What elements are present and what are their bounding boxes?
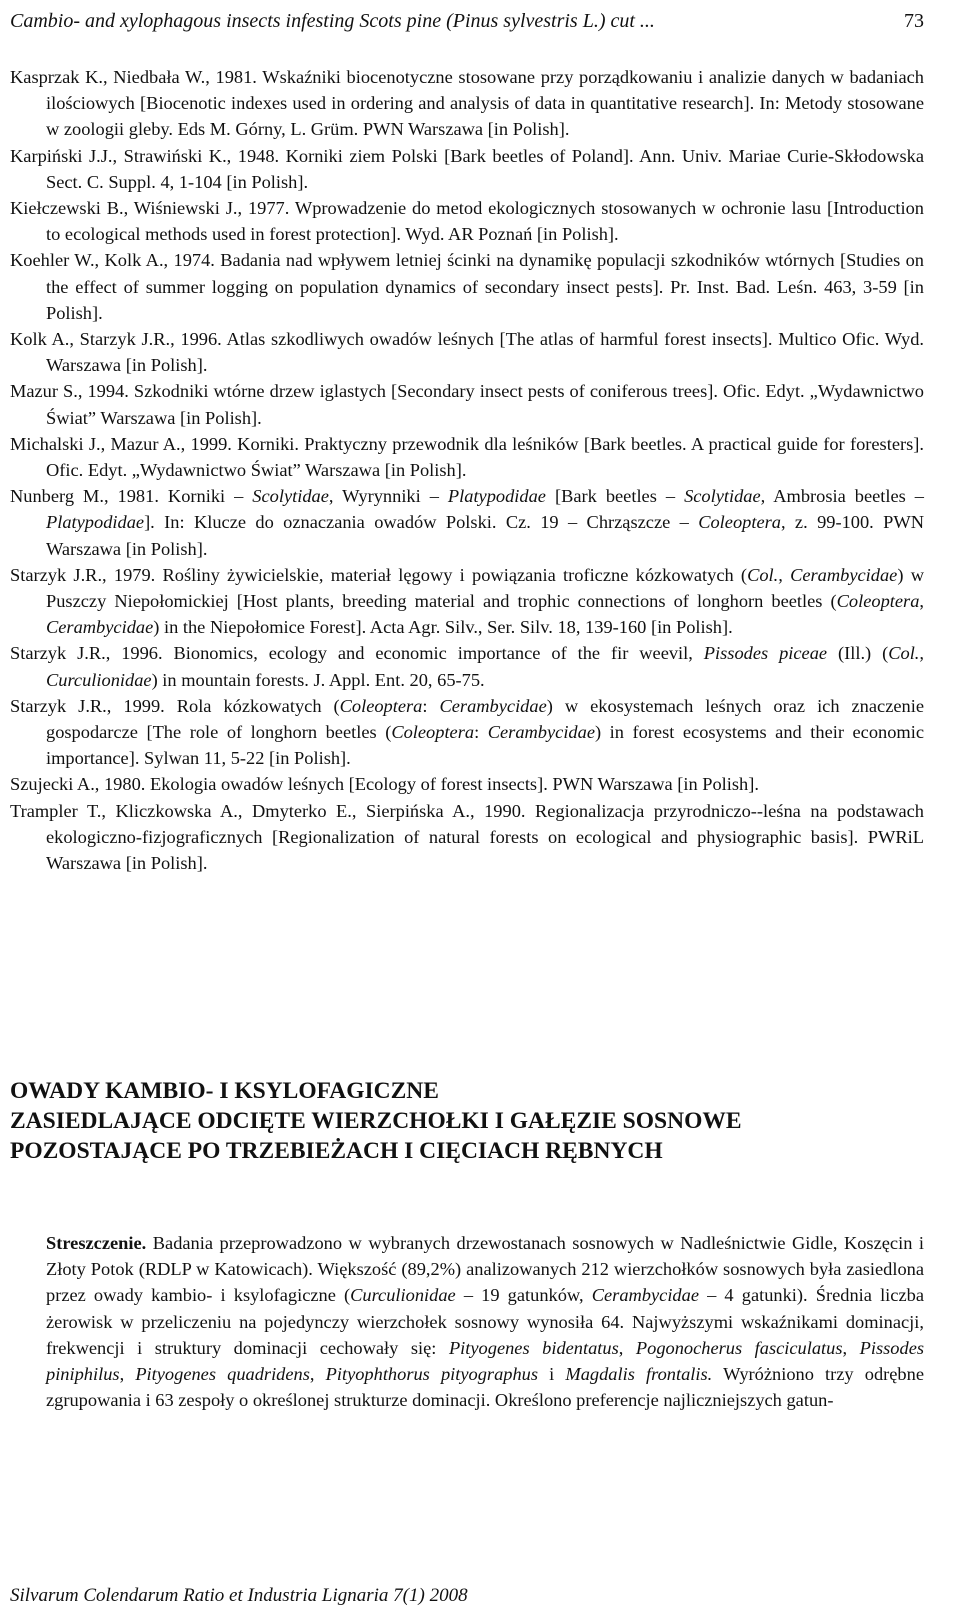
reference-entry [10,326,924,378]
reference-entry [10,247,924,326]
text-run: , z. 99-100. PWN Warszawa [in Polish]. [46,512,925,559]
italic-term: Pityophthorus pityographus [325,1364,539,1385]
text-run: Kiełczewski B., Wiśniewski J., 1977. Wprowadzenie do metod ekologicznych stosowanych w ochronie lasu [Introduction to ecological methods used in forest protection]. Wyd. AR Poznań [in Polish]. [10,198,924,245]
text-run: Kolk A., Starzyk J.R., 1996. Atlas szkodliwych owadów leśnych [The atlas of harmful forest insects]. Multico Ofic. Wyd. Warszawa [in Polish]. [10,329,924,376]
text-run: ) w ekosystemach leśnych oraz ich znaczenie gospodarcze [The role of longhorn beetles ( [46,695,924,743]
text-run: ) in mountain forests. J. Appl. Ent. 20, 65-75. [151,669,485,690]
italic-term: Pissodes piniphilus [46,1337,925,1385]
text-run: – 19 gatunków, [455,1285,592,1306]
italic-term: Cerambycidae [591,1285,699,1306]
italic-term: Pogonocherus fasciculatus [635,1337,843,1358]
text-run: ) w Puszczy Niepołomickiej [Host plants, breeding material and trophic connections of longhorn beetles ( [46,564,924,612]
text-run: ) in forest ecosystems and their economic importance]. Sylwan 11, 5-22 [in Polish]. [46,722,924,769]
text-run: Trampler T., Kliczkowska A., Dmyterko E., Sierpińska A., 1990. Regionalizacja przyrodniczo--leśna na podstawach ekologiczno-fizjograficznych [Regionalization of natural forests on ecological and physiographic basis]. PWRiL Warszawa [in Polish]. [10,800,924,874]
title-line-3: POZOSTAJĄCE PO TRZEBIEŻACH I CIĘCIACH RĘBNYCH [10,1138,663,1164]
title-line-1: OWADY KAMBIO- I KSYLOFAGICZNE [10,1078,439,1104]
italic-term: Coleoptera [836,591,920,612]
text-run: Mazur S., 1994. Szkodniki wtórne drzew iglastych [Secondary insect pests of coniferous trees]. Ofic. Edyt. „Wydawnictwo Świat” Warszawa [in Polish]. [10,381,924,428]
text-run: , [919,591,924,612]
page-number: 73 [904,10,924,32]
text-run: , [618,1337,636,1358]
italic-term: Platypodidae [46,512,145,533]
text-run: Szujecki A., 1980. Ekologia owadów leśnych [Ecology of forest insects]. PWN Warszawa [in Polish]. [10,774,759,795]
text-run: Ambrosia beetles – [765,486,924,507]
italic-term: Cerambycidae [46,617,154,638]
reference-list [10,64,924,876]
italic-term: Curculionidae [350,1285,456,1306]
text-run: Starzyk J.R., 1979. Rośliny żywicielskie, materiał lęgowy i powiązania troficzne kózkowatych ( [10,564,748,585]
italic-term: Pissodes piceae [703,643,828,664]
reference-entry [10,693,924,772]
italic-term: Coleoptera [339,695,423,716]
text-run: Wyróżniono trzy odrębne zgrupowania i 63 zespoły o określonej strukturze dominacji. Określono preferencje najliczniejszych gatun- [46,1364,924,1411]
running-header [10,6,924,36]
reference-entry [10,378,924,430]
title-line-2: ZASIEDLAJĄCE ODCIĘTE WIERZCHOŁKI I GAŁĘZIE SOSNOWE [10,1108,742,1134]
reference-entry [10,431,924,483]
journal-footer: Silvarum Colendarum Ratio et Industria Lignaria 7(1) 2008 [10,1585,468,1606]
reference-entry [10,562,924,641]
italic-term: Col., Cerambycidae [747,564,898,585]
text-run: , [309,1364,326,1385]
text-run: Badania przeprowadzono w wybranych drzewostanach sosnowych w Nadleśnictwie Gidle, Koszęcin i Złoty Potok (RDLP w Katowicach). Większość (89,2%) analizowanych 212 wierzchołków sosnowych była zasiedlona przez owady kambio- i ksylofagiczne ( [46,1233,924,1306]
italic-term: Scolytidae [252,486,329,507]
text-run: (Ill.) ( [827,643,889,664]
italic-term: Cerambycidae [439,695,547,716]
italic-term: Coleoptera [698,512,781,533]
text-run: Karpiński J.J., Strawiński K., 1948. Korniki ziem Polski [Bark beetles of Poland]. Ann. Univ. Mariae Curie-Skłodowska Sect. C. Suppl. 4, 1-104 [in Polish]. [10,145,924,192]
reference-entry [10,483,924,562]
text-run: , Wyrynniki – [328,486,448,507]
text-run: Koehler W., Kolk A., 1974. Badania nad wpływem letniej ścinki na dynamikę populacji szkodników wtórnych [Studies on the effect of summer logging on population dynamics of secondary insect pests]. Pr. Inst. Bad. Leśn. 463, 3-59 [in Polish]. [10,250,924,323]
reference-entry [10,143,924,195]
text-run: ]. In: Klucze do oznaczania owadów Polski. Cz. 19 – Chrząszcze – [144,512,699,533]
text-run: – 4 gatunki). Średnia liczba żerowisk w przeliczeniu na pojedynczy wierzchołek sosnowy wynosiła 64. Najwyższymi wskaźnikami dominacji, frekwencji i struktury dominacji cechowały się: [46,1285,924,1358]
text-run: , [119,1364,136,1385]
italic-term: Coleoptera [391,722,475,743]
reference-entry [10,771,924,797]
text-run: , [842,1337,860,1358]
italic-term: Scolytidae, [684,486,766,507]
reference-entry [10,64,924,143]
reference-entry [10,640,924,692]
running-title: Cambio- and xylophagous insects infesting Scots pine (Pinus sylvestris L.) cut ... [10,10,655,32]
reference-entry [10,195,924,247]
polish-article-title [10,1076,930,1166]
reference-entry [10,798,924,877]
text-run: i [538,1364,566,1385]
abstract-paragraph [46,1230,924,1413]
text-run: Starzyk J.R., 1999. Rola kózkowatych ( [10,695,340,716]
italic-term: Cerambycidae [487,722,595,743]
text-run: Michalski J., Mazur A., 1999. Korniki. Praktyczny przewodnik dla leśników [Bark beetles. A practical guide for foresters]. Ofic. Edyt. „Wydawnictwo Świat” Warszawa [in Polish]. [10,433,924,481]
text-run: Nunberg M., 1981. Korniki – [10,486,253,507]
italic-term: Pityogenes quadridens [135,1364,310,1385]
bold-lead: Streszczenie. [46,1233,147,1253]
italic-term: Magdalis frontalis. [565,1364,713,1385]
italic-term: Pityogenes bidentatus [448,1337,619,1358]
text-run: : [474,722,488,743]
italic-term: Platypodidae [447,486,546,507]
text-run: : [422,695,440,716]
text-run: ) in the Niepołomice Forest]. Acta Agr. Silv., Ser. Silv. 18, 139-160 [in Polish]. [153,617,733,638]
text-run: Starzyk J.R., 1996. Bionomics, ecology and economic importance of the fir weevil, [10,643,704,664]
italic-term: Col., Curculionidae [46,643,925,690]
text-run: Kasprzak K., Niedbała W., 1981. Wskaźniki biocenotyczne stosowane przy porządkowaniu i analizie danych w badaniach ilościowych [Biocenotic indexes used in ordering and analysis of data in quantitative research]. In: Metody stosowane w zoologii gleby. Eds M. Górny, L. Grüm. PWN Warszawa [in Polish]. [10,67,924,140]
text-run: [Bark beetles – [545,486,685,507]
